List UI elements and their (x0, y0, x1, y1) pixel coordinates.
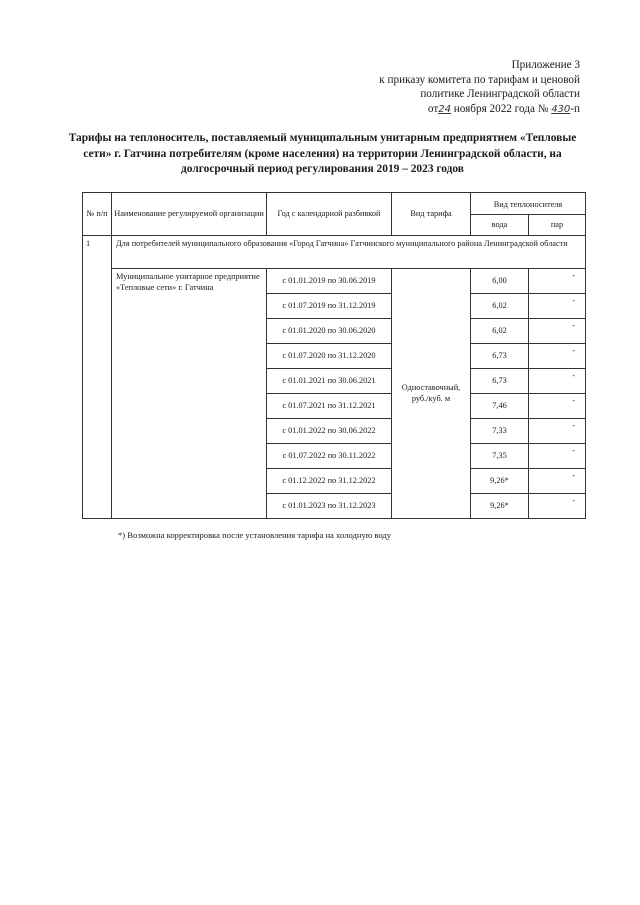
footnote: *) Возможна корректировка после установления тарифа на холодную воду (118, 530, 392, 540)
appendix-block (330, 58, 580, 117)
water-value: 6,73 (471, 369, 529, 394)
water-value: 7,33 (471, 419, 529, 444)
date-rest: ноября 2022 года № (453, 102, 549, 115)
steam-value: - (529, 319, 586, 344)
water-value: 6,00 (471, 269, 529, 294)
water-value: 6,02 (471, 319, 529, 344)
handwritten-day: 24 (438, 103, 451, 115)
header-tariff-type: Вид тарифа (392, 193, 471, 236)
appendix-order-line: к приказу комитета по тарифам и ценовой (379, 73, 580, 86)
group-row (83, 236, 586, 269)
steam-value: - (529, 369, 586, 394)
org-name: Муниципальное унитарное предприятие «Тепловые сети» г. Гатчина (112, 269, 267, 519)
date-prefix: от (427, 102, 439, 115)
handwritten-order-number: 430 (551, 103, 571, 115)
period-cell: с 01.01.2020 по 30.06.2020 (267, 319, 392, 344)
steam-value: - (529, 469, 586, 494)
document-title: Тарифы на теплоноситель, поставляемый муниципальным унитарным предприятием «Тепловые сети» г. Гатчина потребителям (кроме населения) на территории Ленинградской области, на долгосрочный период регулирования 2019 – 2023 годов (68, 132, 577, 175)
period-cell: с 01.01.2019 по 30.06.2019 (267, 269, 392, 294)
order-suffix: -п (570, 102, 580, 115)
water-value: 9,26* (471, 494, 529, 519)
steam-value: - (529, 269, 586, 294)
appendix-date-line (330, 102, 580, 118)
period-cell: с 01.07.2020 по 31.12.2020 (267, 344, 392, 369)
group-label: Для потребителей муниципального образования «Город Гатчина» Гатчинского муниципального района Ленинградской области (112, 236, 586, 269)
period-cell: с 01.07.2019 по 31.12.2019 (267, 294, 392, 319)
steam-value: - (529, 444, 586, 469)
tariff-type: Одноставочный, руб./куб. м (392, 269, 471, 519)
header-steam: пар (529, 215, 586, 236)
period-cell: с 01.07.2022 по 30.11.2022 (267, 444, 392, 469)
water-value: 7,35 (471, 444, 529, 469)
steam-value: - (529, 344, 586, 369)
appendix-title: Приложение 3 (511, 59, 580, 71)
period-cell: с 01.01.2022 по 30.06.2022 (267, 419, 392, 444)
water-value: 9,26* (471, 469, 529, 494)
header-num: № п/п (83, 193, 112, 236)
tariff-table (82, 192, 586, 519)
steam-value: - (529, 394, 586, 419)
water-value: 6,02 (471, 294, 529, 319)
period-cell: с 01.01.2021 по 30.06.2021 (267, 369, 392, 394)
header-period: Год с календарной разбивкой (267, 193, 392, 236)
steam-value: - (529, 494, 586, 519)
table-row (83, 269, 586, 294)
period-cell: с 01.01.2023 по 31.12.2023 (267, 494, 392, 519)
header-carrier: Вид теплоносителя (471, 193, 586, 215)
header-water: вода (471, 215, 529, 236)
period-cell: с 01.07.2021 по 31.12.2021 (267, 394, 392, 419)
table-header-row (83, 193, 586, 215)
period-cell: с 01.12.2022 по 31.12.2022 (267, 469, 392, 494)
row-number: 1 (83, 236, 112, 519)
water-value: 7,46 (471, 394, 529, 419)
header-org: Наименование регулируемой организации (112, 193, 267, 236)
steam-value: - (529, 294, 586, 319)
water-value: 6,73 (471, 344, 529, 369)
appendix-committee-line: политике Ленинградской области (420, 88, 580, 100)
steam-value: - (529, 419, 586, 444)
